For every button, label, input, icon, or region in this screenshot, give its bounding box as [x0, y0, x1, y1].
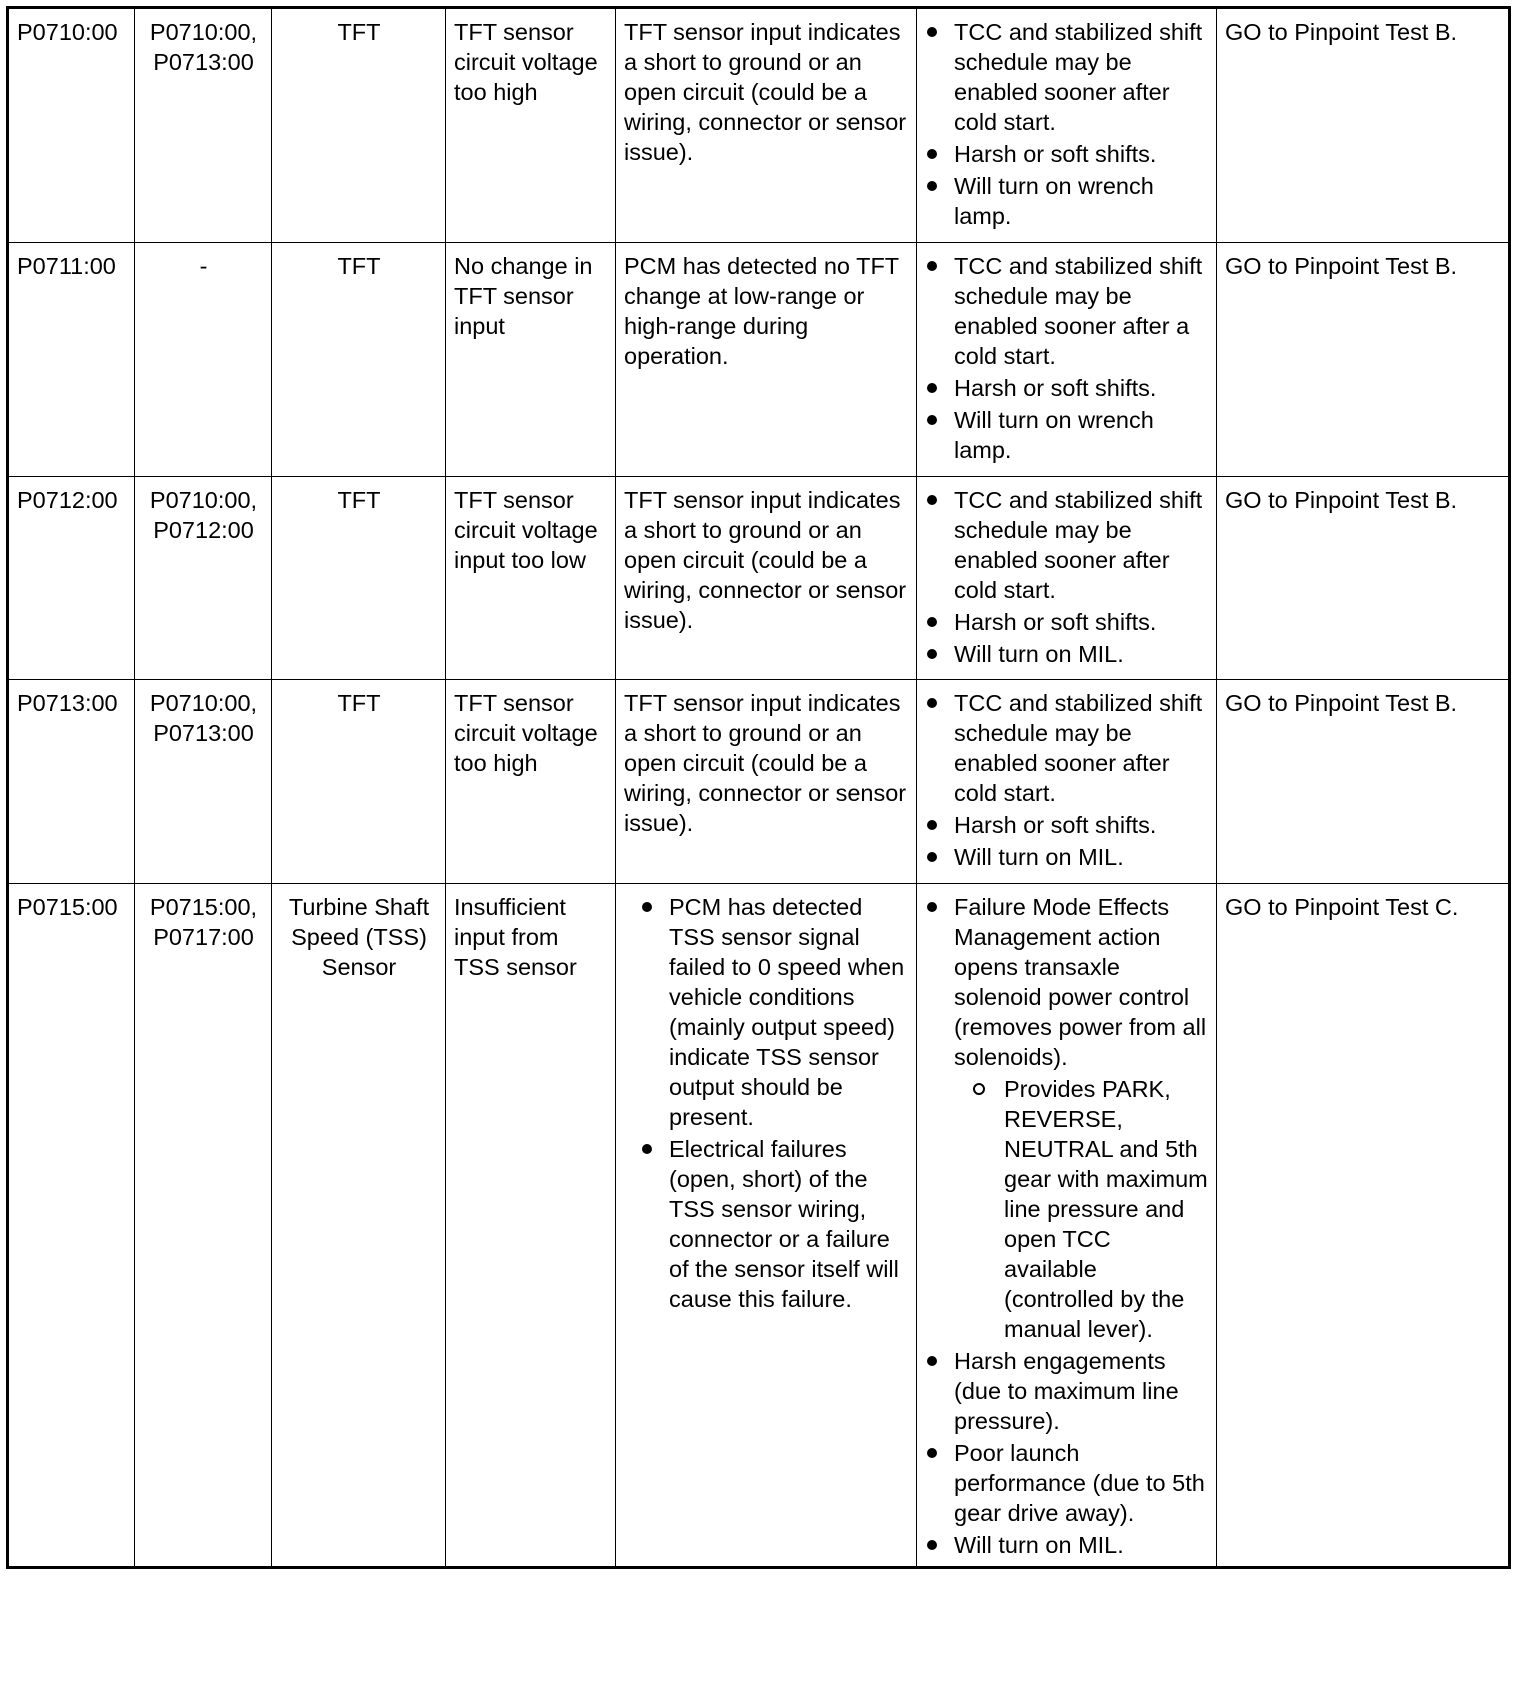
related-dtc-cell: - [135, 243, 272, 477]
component-cell: Turbine Shaft Speed (TSS) Sensor [272, 884, 446, 1568]
symptoms-cell [917, 680, 1217, 884]
sub-list [954, 1074, 1209, 1344]
description-cell: TFT sensor circuit voltage input too low [446, 477, 616, 680]
symptoms-list [925, 485, 1209, 669]
table-row [8, 884, 1510, 1568]
list-item: Will turn on MIL. [925, 639, 1209, 669]
description-cell: Insufficient input from TSS sensor [446, 884, 616, 1568]
related-dtc-cell: P0710:00, P0712:00 [135, 477, 272, 680]
list-item [925, 892, 1209, 1344]
condition-cell: PCM has detected no TFT change at low-range or high-range during operation. [616, 243, 917, 477]
related-dtc-cell: P0715:00, P0717:00 [135, 884, 272, 1568]
dtc-table-page [6, 6, 1508, 1569]
symptoms-cell [917, 884, 1217, 1568]
list-item: TCC and stabilized shift schedule may be enabled sooner after cold start. [925, 17, 1209, 137]
action-cell: GO to Pinpoint Test B. [1217, 680, 1510, 884]
action-cell: GO to Pinpoint Test C. [1217, 884, 1510, 1568]
symptoms-list [925, 892, 1209, 1560]
list-item-text: Failure Mode Effects Management action opens transaxle solenoid power control (removes power from all solenoids). [954, 894, 1207, 1070]
list-item: Harsh or soft shifts. [925, 810, 1209, 840]
symptoms-cell [917, 243, 1217, 477]
component-cell: TFT [272, 477, 446, 680]
table-row [8, 680, 1510, 884]
dtc-table [6, 6, 1511, 1569]
related-dtc-cell: P0710:00, P0713:00 [135, 8, 272, 243]
list-item: Will turn on wrench lamp. [925, 405, 1209, 465]
conditions-list [624, 892, 909, 1314]
dtc-code-cell: P0711:00 [8, 243, 135, 477]
action-cell: GO to Pinpoint Test B. [1217, 243, 1510, 477]
symptoms-list [925, 688, 1209, 872]
dtc-code-cell: P0713:00 [8, 680, 135, 884]
list-item: Will turn on wrench lamp. [925, 171, 1209, 231]
action-cell: GO to Pinpoint Test B. [1217, 477, 1510, 680]
table-row [8, 243, 1510, 477]
condition-cell: TFT sensor input indicates a short to ground or an open circuit (could be a wiring, connector or sensor issue). [616, 477, 917, 680]
list-item: PCM has detected TSS sensor signal failed to 0 speed when vehicle conditions (mainly output speed) indicate TSS sensor output should be present. [640, 892, 909, 1132]
list-item: Will turn on MIL. [925, 842, 1209, 872]
list-item: Harsh or soft shifts. [925, 373, 1209, 403]
dtc-code-cell: P0710:00 [8, 8, 135, 243]
list-item: Harsh or soft shifts. [925, 139, 1209, 169]
dtc-code-cell: P0712:00 [8, 477, 135, 680]
description-cell: No change in TFT sensor input [446, 243, 616, 477]
list-item: Will turn on MIL. [925, 1530, 1209, 1560]
list-item: Harsh or soft shifts. [925, 607, 1209, 637]
component-cell: TFT [272, 8, 446, 243]
condition-cell: TFT sensor input indicates a short to ground or an open circuit (could be a wiring, connector or sensor issue). [616, 8, 917, 243]
symptoms-cell [917, 477, 1217, 680]
symptoms-cell [917, 8, 1217, 243]
sub-list-item: Provides PARK, REVERSE, NEUTRAL and 5th gear with maximum line pressure and open TCC available (controlled by the manual lever). [954, 1074, 1209, 1344]
condition-cell: TFT sensor input indicates a short to ground or an open circuit (could be a wiring, connector or sensor issue). [616, 680, 917, 884]
description-cell: TFT sensor circuit voltage too high [446, 8, 616, 243]
dtc-code-cell: P0715:00 [8, 884, 135, 1568]
list-item: TCC and stabilized shift schedule may be enabled sooner after cold start. [925, 688, 1209, 808]
related-dtc-cell: P0710:00, P0713:00 [135, 680, 272, 884]
table-row [8, 477, 1510, 680]
symptoms-list [925, 17, 1209, 231]
list-item: TCC and stabilized shift schedule may be enabled sooner after cold start. [925, 485, 1209, 605]
component-cell: TFT [272, 680, 446, 884]
symptoms-list [925, 251, 1209, 465]
table-row [8, 8, 1510, 243]
list-item: Poor launch performance (due to 5th gear drive away). [925, 1438, 1209, 1528]
description-cell: TFT sensor circuit voltage too high [446, 680, 616, 884]
action-cell: GO to Pinpoint Test B. [1217, 8, 1510, 243]
component-cell: TFT [272, 243, 446, 477]
list-item: Harsh engagements (due to maximum line pressure). [925, 1346, 1209, 1436]
list-item: Electrical failures (open, short) of the TSS sensor wiring, connector or a failure of the sensor itself will cause this failure. [640, 1134, 909, 1314]
list-item: TCC and stabilized shift schedule may be enabled sooner after a cold start. [925, 251, 1209, 371]
condition-cell [616, 884, 917, 1568]
